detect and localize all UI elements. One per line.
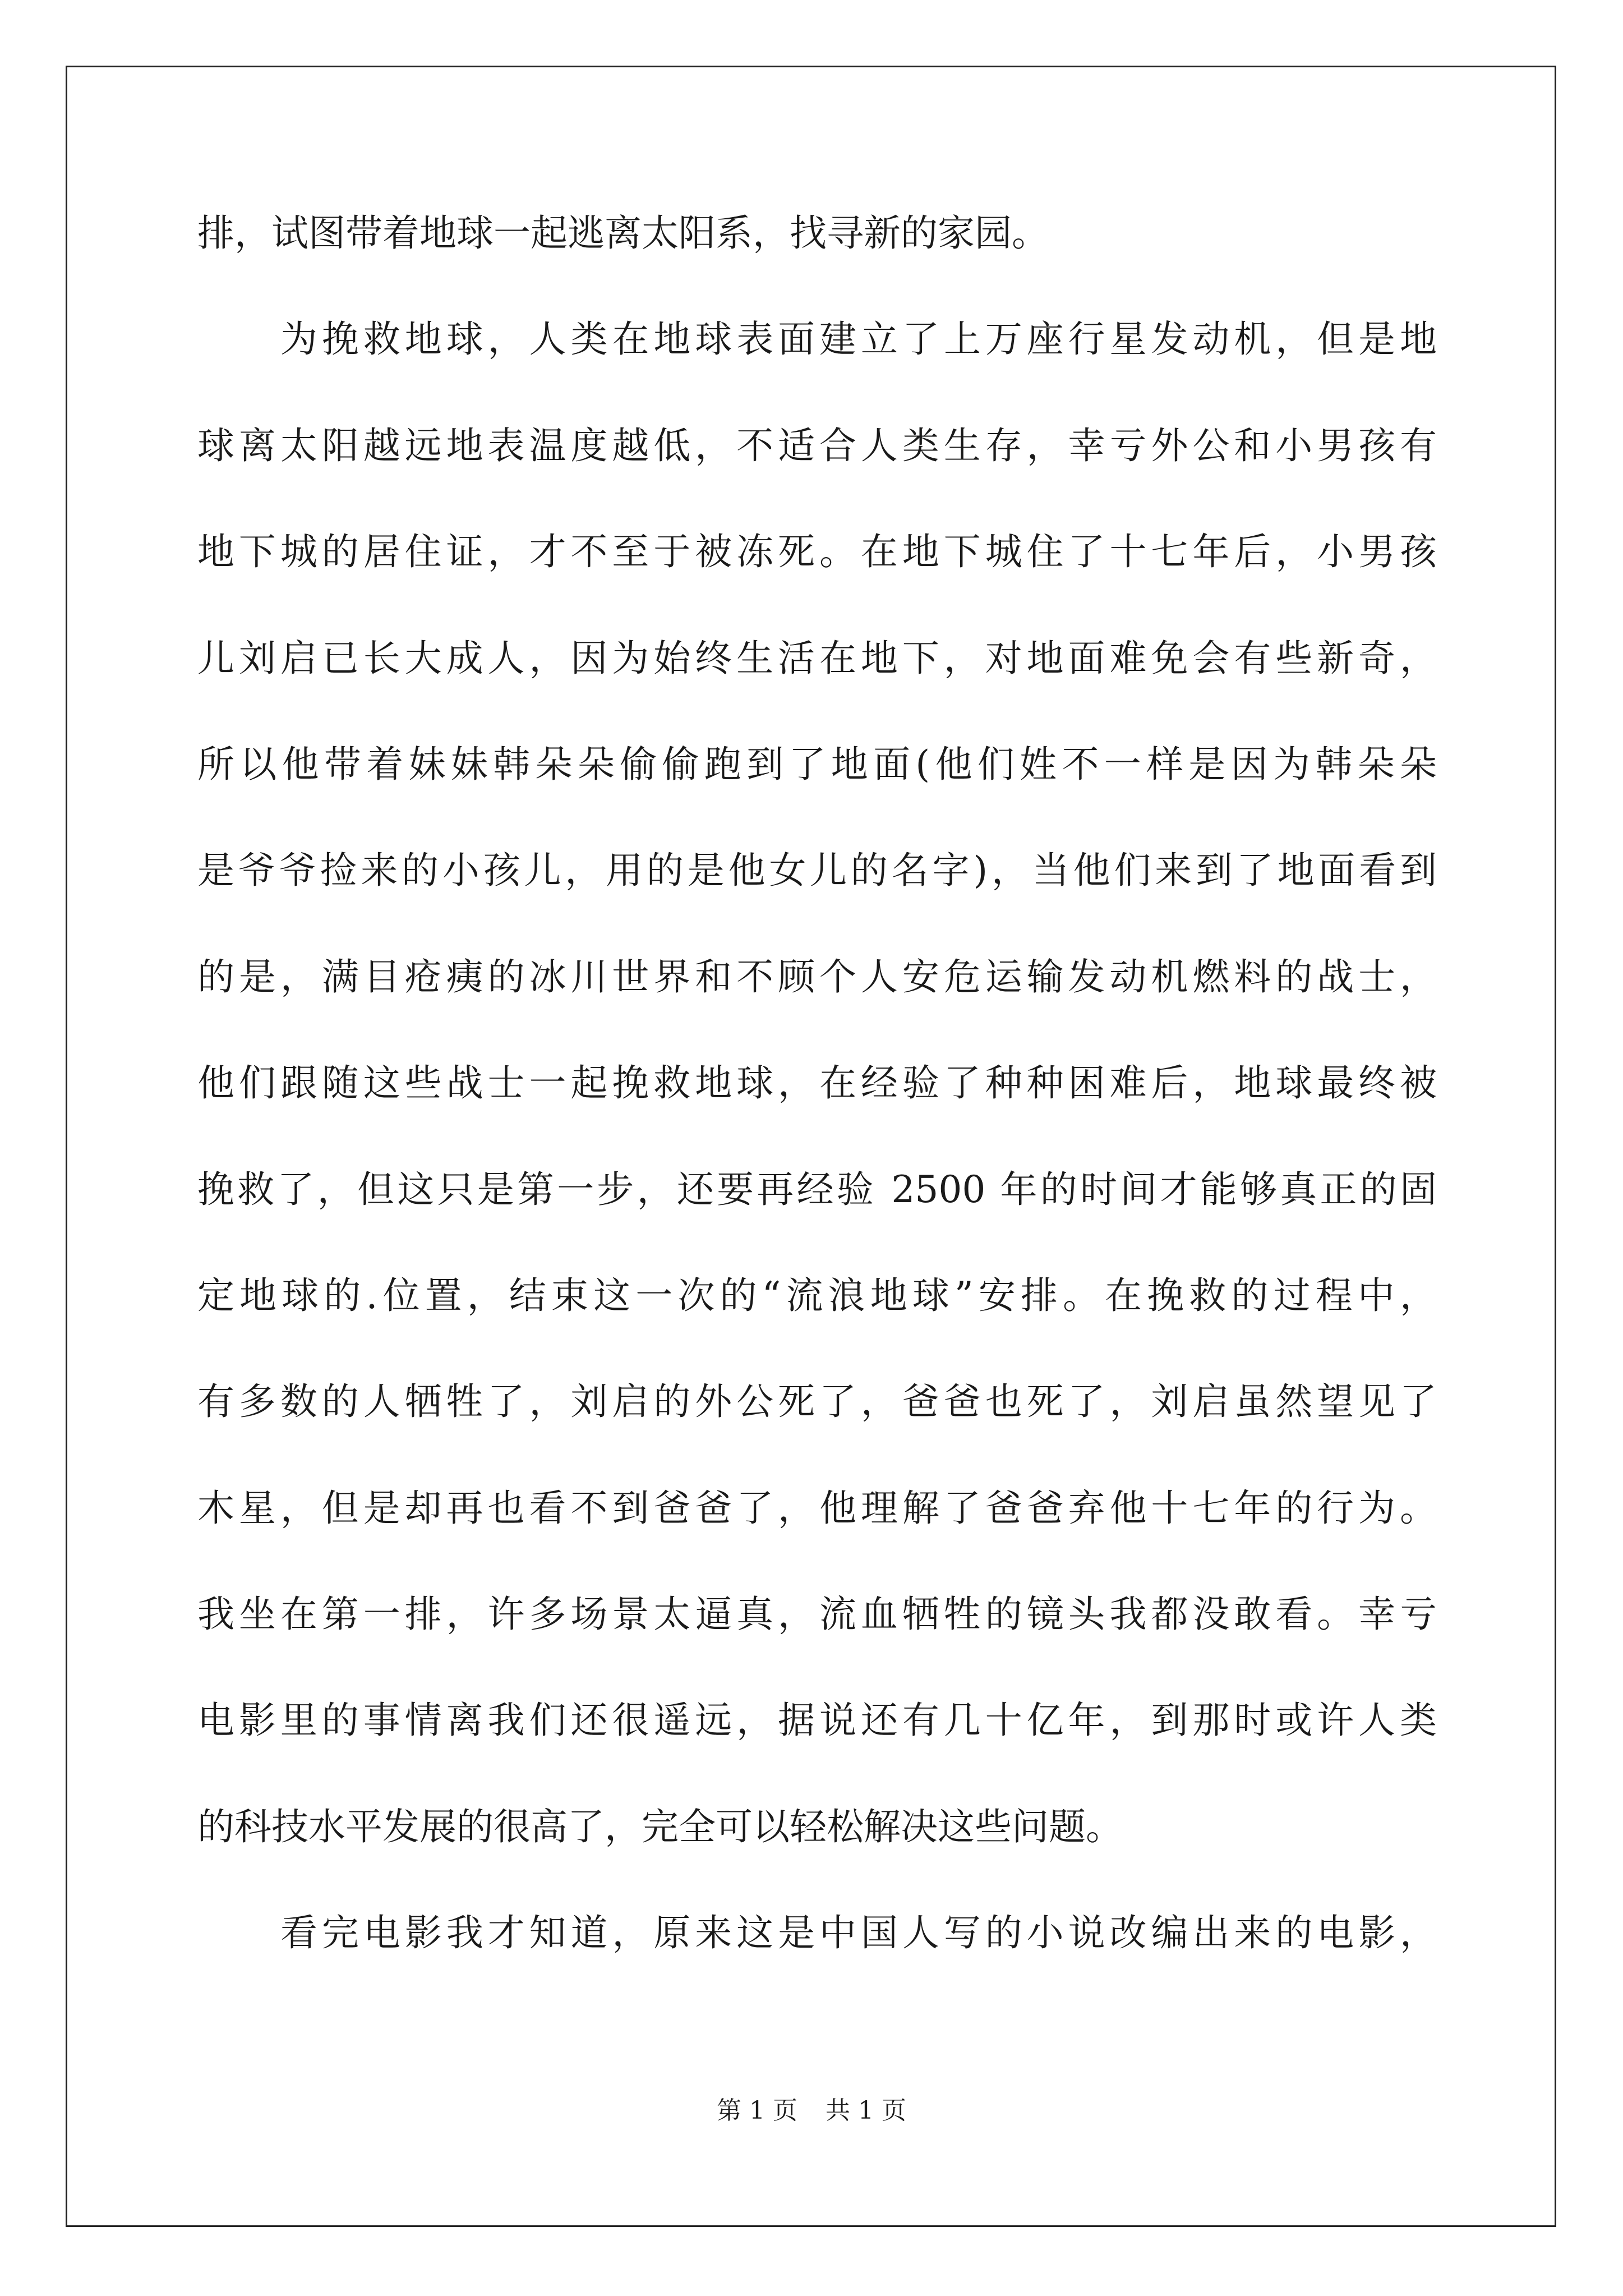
text-line-1: 排，试图带着地球一起逃离太阳系，找寻新的家园。: [197, 211, 1049, 255]
text-line-13: 木星，但是却再也看不到爸爸了，他理解了爸爸弃他十七年的行为。: [197, 1486, 1437, 1530]
text-line-12: 有多数的人牺牲了，刘启的外公死了，爸爸也死了，刘启虽然望见了: [197, 1380, 1437, 1424]
page-footer: [0, 2097, 1623, 2125]
text-line-16: 的科技水平发展的很高了，完全可以轻松解决这些问题。: [197, 1805, 1123, 1848]
text-line-3: 球离太阳越远地表温度越低，不适合人类生存，幸亏外公和小男孩有: [197, 424, 1437, 467]
page-number: 第 1 页: [717, 2096, 797, 2125]
text-line-6: 所以他带着妹妹韩朵朵偷偷跑到了地面(他们姓不一样是因为韩朵朵: [197, 742, 1437, 786]
text-line-7: 是爷爷捡来的小孩儿，用的是他女儿的名字)，当他们来到了地面看到: [197, 849, 1437, 892]
text-line-4: 地下城的居住证，才不至于被冻死。在地下城住了十七年后，小男孩: [197, 530, 1437, 574]
text-line-9: 他们跟随这些战士一起挽救地球，在经验了种种困难后，地球最终被: [197, 1061, 1437, 1105]
text-line-2: 为挽救地球，人类在地球表面建立了上万座行星发动机，但是地: [280, 318, 1437, 361]
text-line-17: 看完电影我才知道，原来这是中国人写的小说改编出来的电影，: [280, 1911, 1437, 1955]
page-total: 共 1 页: [826, 2096, 906, 2125]
text-line-8: 的是，满目疮痍的冰川世界和不顾个人安危运输发动机燃料的战士，: [197, 955, 1437, 999]
text-line-14: 我坐在第一排，许多场景太逼真，流血牺牲的镜头我都没敢看。幸亏: [197, 1593, 1437, 1636]
document-body: [197, 211, 1437, 2020]
text-line-15: 电影里的事情离我们还很遥远，据说还有几十亿年，到那时或许人类: [197, 1699, 1437, 1742]
text-line-10: 挽救了，但这只是第一步，还要再经验 2500 年的时间才能够真正的固: [197, 1167, 1437, 1211]
text-line-11: 定地球的.位置，结束这一次的“流浪地球”安排。在挽救的过程中，: [197, 1273, 1437, 1317]
text-line-5: 儿刘启已长大成人，因为始终生活在地下，对地面难免会有些新奇，: [197, 636, 1437, 680]
